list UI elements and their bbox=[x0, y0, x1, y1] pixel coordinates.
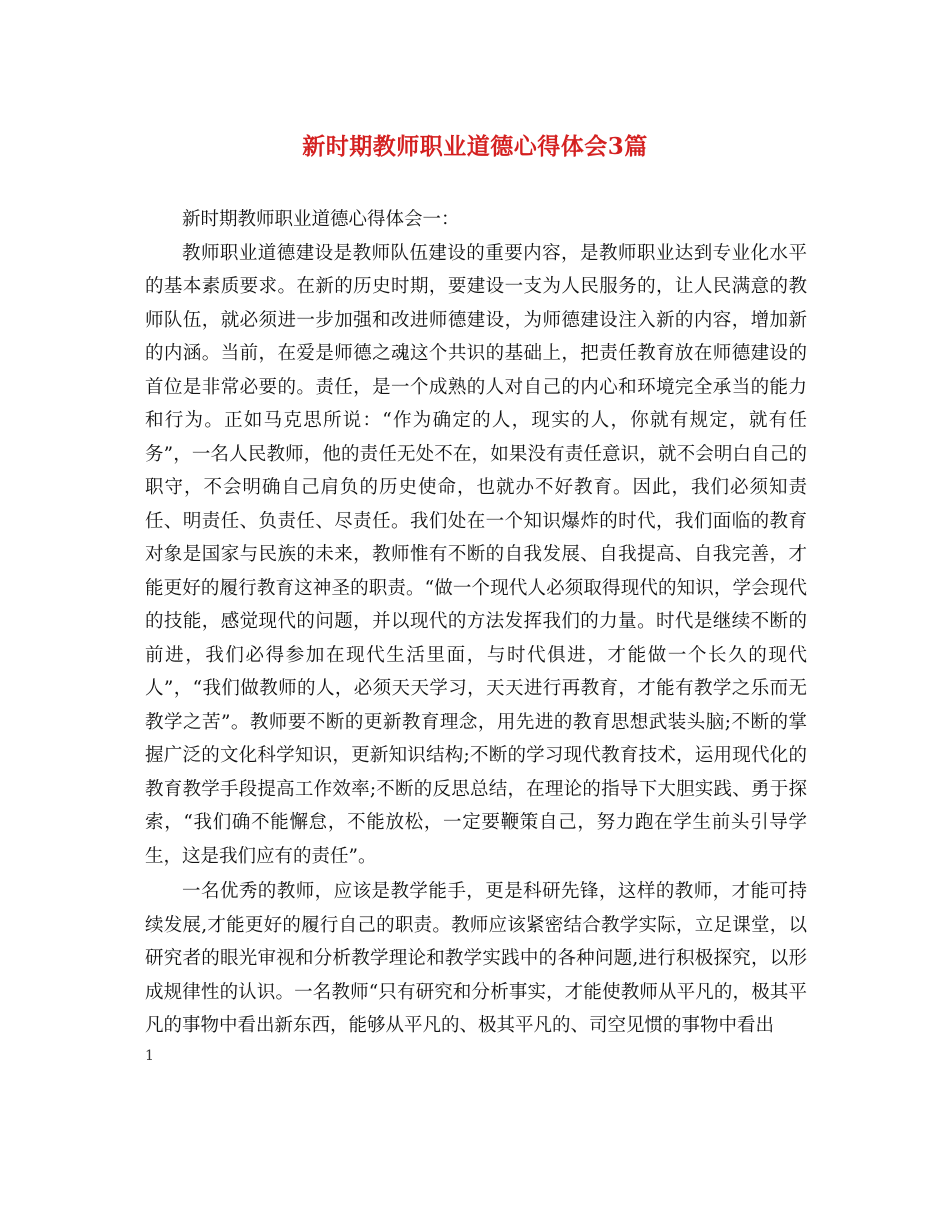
paragraph: 一名优秀的教师，应该是教学能手，更是科研先锋，这样的教师，才能可持续发展,才能更好的履行自己的职责。教师应该紧密结合教学实际，立足课堂，以研究者的眼光审视和分析教学理论和教学实践中的各种问题,进行积极探究，以形成规律性的认识。一名教师“只有研究和分析事实，才能使教师从平凡的，极其平凡的事物中看出新东西，能够从平凡的、极其平凡的、司空见惯的事物中看出 bbox=[145, 881, 807, 1036]
document-body bbox=[145, 203, 807, 1043]
paragraph: 教师职业道德建设是教师队伍建设的重要内容，是教师职业达到专业化水平的基本素质要求。在新的历史时期，要建设一支为人民服务的，让人民满意的教师队伍，就必须进一步加强和改进师德建设，为师德建设注入新的内容，增加新的内涵。当前，在爱是师德之魂这个共识的基础上，把责任教育放在师德建设的首位是非常必要的。责任，是一个成熟的人对自己的内心和环境完全承当的能力和行为。正如马克思所说：“作为确定的人，现实的人，你就有规定，就有任务”，一名人民教师，他的责任无处不在，如果没有责任意识，就不会明白自己的职守，不会明确自己肩负的历史使命，也就办不好教育。因此，我们必须知责任、明责任、负责任、尽责任。我们处在一个知识爆炸的时代，我们面临的教育对象是国家与民族的未来，教师惟有不断的自我发展、自我提高、自我完善，才能更好的履行教育这神圣的职责。“做一个现代人必须取得现代的知识，学会现代的技能，感觉现代的问题，并以现代的方法发挥我们的力量。时代是继续不断的前进，我们必得参加在现代生活里面，与时代俱进，才能做一个长久的现代人”，“我们做教师的人，必须天天学习，天天进行再教育，才能有教学之乐而无教学之苦”。教师要不断的更新教育理念，用先进的教育思想武装头脑;不断的掌握广泛的文化科学知识，更新知识结构;不断的学习现代教育技术，运用现代化的教育教学手段提高工作效率;不断的反思总结，在理论的指导下大胆实践、勇于探索，“我们确不能懈怠，不能放松，一定要鞭策自己，努力跑在学生前头引导学生，这是我们应有的责任”。 bbox=[145, 242, 807, 867]
page-number: 1 bbox=[145, 1048, 154, 1064]
document-title: 新时期教师职业道德心得体会3篇 bbox=[302, 133, 648, 160]
section-heading: 新时期教师职业道德心得体会一： bbox=[182, 209, 460, 230]
